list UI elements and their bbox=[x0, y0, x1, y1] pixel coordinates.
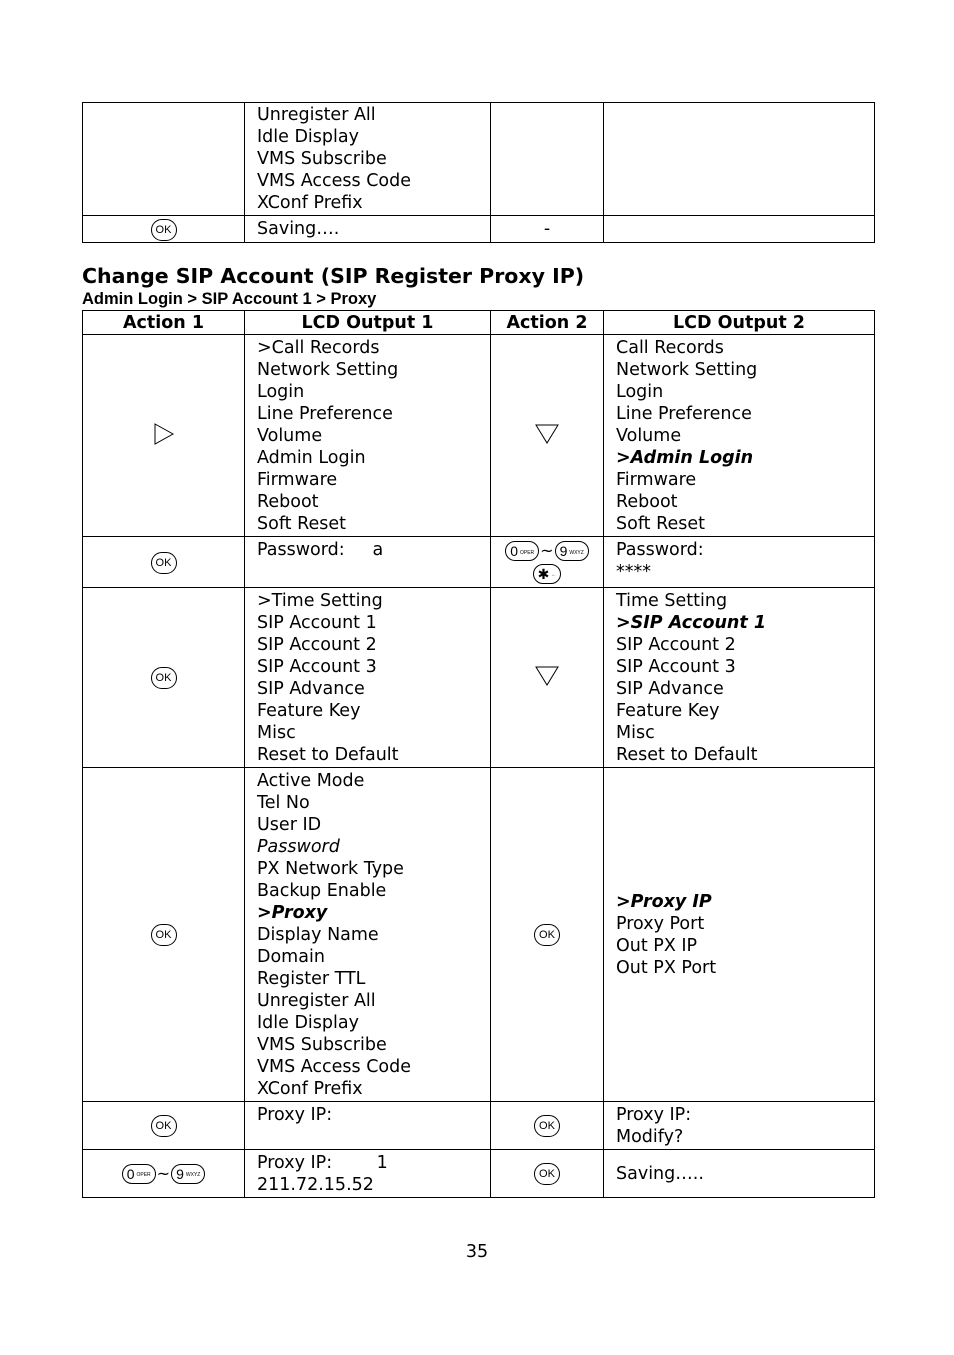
lcd1-cell bbox=[245, 1102, 491, 1150]
range-tilde: ~ bbox=[156, 1164, 171, 1184]
section-title: Change SIP Account (SIP Register Proxy IP) bbox=[82, 264, 585, 288]
key-letters: WXYZ bbox=[185, 1172, 201, 1179]
lcd2-cell bbox=[604, 1102, 875, 1150]
lcd-line: Unregister All bbox=[257, 991, 376, 1011]
lcd2-cell bbox=[604, 335, 875, 537]
ok-key-icon: OK bbox=[151, 219, 177, 241]
no-action-dash: - bbox=[543, 219, 551, 239]
lcd-line: Line Preference bbox=[257, 404, 393, 424]
lcd-line: SIP Account 3 bbox=[616, 657, 736, 677]
lcd-line: Out PX Port bbox=[616, 958, 717, 978]
zero-key-icon bbox=[505, 541, 539, 561]
action1-cell bbox=[83, 588, 245, 768]
lcd-line: Modify? bbox=[616, 1127, 684, 1147]
lcd-line: Backup Enable bbox=[257, 881, 387, 901]
lcd-line: Proxy IP: 1 bbox=[257, 1153, 388, 1173]
lcd2-cell bbox=[604, 537, 875, 588]
lcd-line: 211.72.15.52 bbox=[257, 1175, 374, 1195]
lcd-line-selected: >Proxy IP bbox=[616, 892, 712, 912]
action2-cell bbox=[491, 1102, 604, 1150]
lcd-line: Reset to Default bbox=[616, 745, 758, 765]
key-digit: 0 bbox=[510, 543, 518, 560]
lcd1-cell bbox=[245, 335, 491, 537]
lcd-line-selected: >Admin Login bbox=[616, 448, 754, 468]
lcd2-cell bbox=[604, 768, 875, 1102]
ok-key-icon: OK bbox=[151, 552, 177, 574]
lcd-line: XConf Prefix bbox=[257, 1079, 363, 1099]
lcd-line: Line Preference bbox=[616, 404, 752, 424]
lcd-line: **** bbox=[616, 562, 651, 582]
key-digit: 9 bbox=[176, 1165, 184, 1182]
header-row bbox=[83, 311, 875, 335]
lcd-line: XConf Prefix bbox=[257, 193, 363, 213]
lcd-line: SIP Advance bbox=[616, 679, 724, 699]
header-action2: Action 2 bbox=[491, 311, 604, 335]
lcd-line: SIP Account 2 bbox=[257, 635, 377, 655]
lcd-line: Proxy IP: bbox=[616, 1105, 692, 1125]
lcd-line: Register TTL bbox=[257, 969, 366, 989]
lcd-line: Soft Reset bbox=[616, 514, 705, 534]
table-row bbox=[83, 335, 875, 537]
ok-key-icon: OK bbox=[534, 1115, 560, 1137]
breadcrumb: Admin Login > SIP Account 1 > Proxy bbox=[82, 290, 377, 308]
lcd1-cell bbox=[245, 216, 491, 243]
down-arrow-key-icon bbox=[534, 665, 560, 687]
action1-cell bbox=[83, 103, 245, 216]
lcd-line: SIP Account 3 bbox=[257, 657, 377, 677]
lcd-line: Out PX IP bbox=[616, 936, 698, 956]
lcd-line: >Call Records bbox=[257, 338, 380, 358]
lcd-line: Reboot bbox=[257, 492, 319, 512]
action2-cell bbox=[491, 103, 604, 216]
lcd-line: Tel No bbox=[257, 793, 310, 813]
lcd-line: Domain bbox=[257, 947, 325, 967]
header-lcd1: LCD Output 1 bbox=[245, 311, 491, 335]
action2-cell bbox=[491, 335, 604, 537]
header-lcd2: LCD Output 2 bbox=[604, 311, 875, 335]
lcd-line: Password: a bbox=[257, 540, 384, 560]
lcd-line: Reboot bbox=[616, 492, 678, 512]
procedure-table bbox=[82, 310, 875, 1198]
table-row bbox=[83, 537, 875, 588]
lcd-line: Unregister All bbox=[257, 105, 376, 125]
table-row bbox=[83, 768, 875, 1102]
action2-cell bbox=[491, 537, 604, 588]
ok-key-icon: OK bbox=[151, 924, 177, 946]
action1-cell bbox=[83, 335, 245, 537]
lcd-line: SIP Account 1 bbox=[257, 613, 377, 633]
lcd-line: Reset to Default bbox=[257, 745, 399, 765]
action1-cell bbox=[83, 768, 245, 1102]
lcd-line: VMS Access Code bbox=[257, 171, 412, 191]
lcd-line: Display Name bbox=[257, 925, 379, 945]
lcd-line: VMS Subscribe bbox=[257, 149, 387, 169]
lcd-line: User ID bbox=[257, 815, 322, 835]
lcd1-cell bbox=[245, 768, 491, 1102]
key-digit: ✱ bbox=[537, 565, 550, 582]
table-row bbox=[83, 588, 875, 768]
lcd-line: Soft Reset bbox=[257, 514, 346, 534]
action2-cell bbox=[491, 588, 604, 768]
table-row bbox=[83, 1150, 875, 1198]
lcd1-cell bbox=[245, 103, 491, 216]
lcd-line: Login bbox=[616, 382, 664, 402]
lcd-line: Idle Display bbox=[257, 127, 359, 147]
lcd-line: Volume bbox=[616, 426, 682, 446]
lcd-line: >Time Setting bbox=[257, 591, 383, 611]
lcd2-cell bbox=[604, 103, 875, 216]
lcd-line: Network Setting bbox=[257, 360, 399, 380]
table-row bbox=[83, 1102, 875, 1150]
table-row bbox=[83, 216, 875, 243]
lcd-line: Active Mode bbox=[257, 771, 365, 791]
lcd-line: Idle Display bbox=[257, 1013, 359, 1033]
action2-cell bbox=[491, 768, 604, 1102]
key-digit: 0 bbox=[126, 1165, 135, 1182]
action1-cell bbox=[83, 216, 245, 243]
lcd-line: Network Setting bbox=[616, 360, 758, 380]
lcd-line: Call Records bbox=[616, 338, 724, 358]
header-action1: Action 1 bbox=[83, 311, 245, 335]
ok-key-icon: OK bbox=[151, 1115, 177, 1137]
lcd1-cell bbox=[245, 1150, 491, 1198]
lcd-line-selected: >SIP Account 1 bbox=[616, 613, 767, 633]
range-tilde: ~ bbox=[540, 541, 554, 561]
lcd2-cell bbox=[604, 216, 875, 243]
nine-key-icon bbox=[555, 541, 589, 561]
lcd-line: Firmware bbox=[616, 470, 697, 490]
lcd-line-selected: >Proxy bbox=[257, 903, 328, 923]
table-row bbox=[83, 103, 875, 216]
lcd-line: Feature Key bbox=[257, 701, 361, 721]
action1-cell bbox=[83, 1102, 245, 1150]
action1-cell bbox=[83, 537, 245, 588]
continuation-table bbox=[82, 102, 875, 243]
action2-cell bbox=[491, 216, 604, 243]
lcd2-cell bbox=[604, 1150, 875, 1198]
lcd-line: Proxy IP: bbox=[257, 1105, 333, 1125]
lcd-line: Admin Login bbox=[257, 448, 366, 468]
lcd-line: Time Setting bbox=[616, 591, 728, 611]
zero-key-icon bbox=[122, 1164, 156, 1184]
key-letters: OPER bbox=[519, 549, 535, 556]
page-number: 35 bbox=[465, 1242, 489, 1262]
key-digit: 9 bbox=[559, 543, 568, 560]
right-arrow-key-icon bbox=[153, 422, 175, 446]
star-key-icon bbox=[533, 564, 562, 584]
key-letters: WXYZ bbox=[569, 549, 584, 556]
action1-cell bbox=[83, 1150, 245, 1198]
lcd-line: Saving….. bbox=[616, 1164, 704, 1184]
lcd-line: Password bbox=[257, 837, 340, 857]
lcd2-cell bbox=[604, 588, 875, 768]
key-letters: OPER bbox=[136, 1172, 151, 1179]
lcd-line: Volume bbox=[257, 426, 323, 446]
ok-key-icon: OK bbox=[534, 1163, 560, 1185]
lcd-line: Saving…. bbox=[257, 219, 340, 239]
lcd-line: Feature Key bbox=[616, 701, 720, 721]
lcd-line: Firmware bbox=[257, 470, 338, 490]
ok-key-icon: OK bbox=[151, 667, 177, 689]
down-arrow-key-icon bbox=[534, 423, 560, 445]
lcd1-cell bbox=[245, 588, 491, 768]
lcd-line: SIP Account 2 bbox=[616, 635, 736, 655]
key-letters: ← bbox=[551, 572, 557, 579]
lcd-line: Proxy Port bbox=[616, 914, 705, 934]
nine-key-icon bbox=[171, 1164, 205, 1184]
lcd-line: PX Network Type bbox=[257, 859, 404, 879]
lcd-line: Misc bbox=[616, 723, 655, 743]
lcd-line: Password: bbox=[616, 540, 704, 560]
lcd-line: Login bbox=[257, 382, 305, 402]
lcd-line: SIP Advance bbox=[257, 679, 365, 699]
lcd-line: VMS Access Code bbox=[257, 1057, 412, 1077]
lcd-line: VMS Subscribe bbox=[257, 1035, 387, 1055]
ok-key-icon: OK bbox=[534, 924, 560, 946]
action2-cell bbox=[491, 1150, 604, 1198]
lcd1-cell bbox=[245, 537, 491, 588]
lcd-line: Misc bbox=[257, 723, 296, 743]
